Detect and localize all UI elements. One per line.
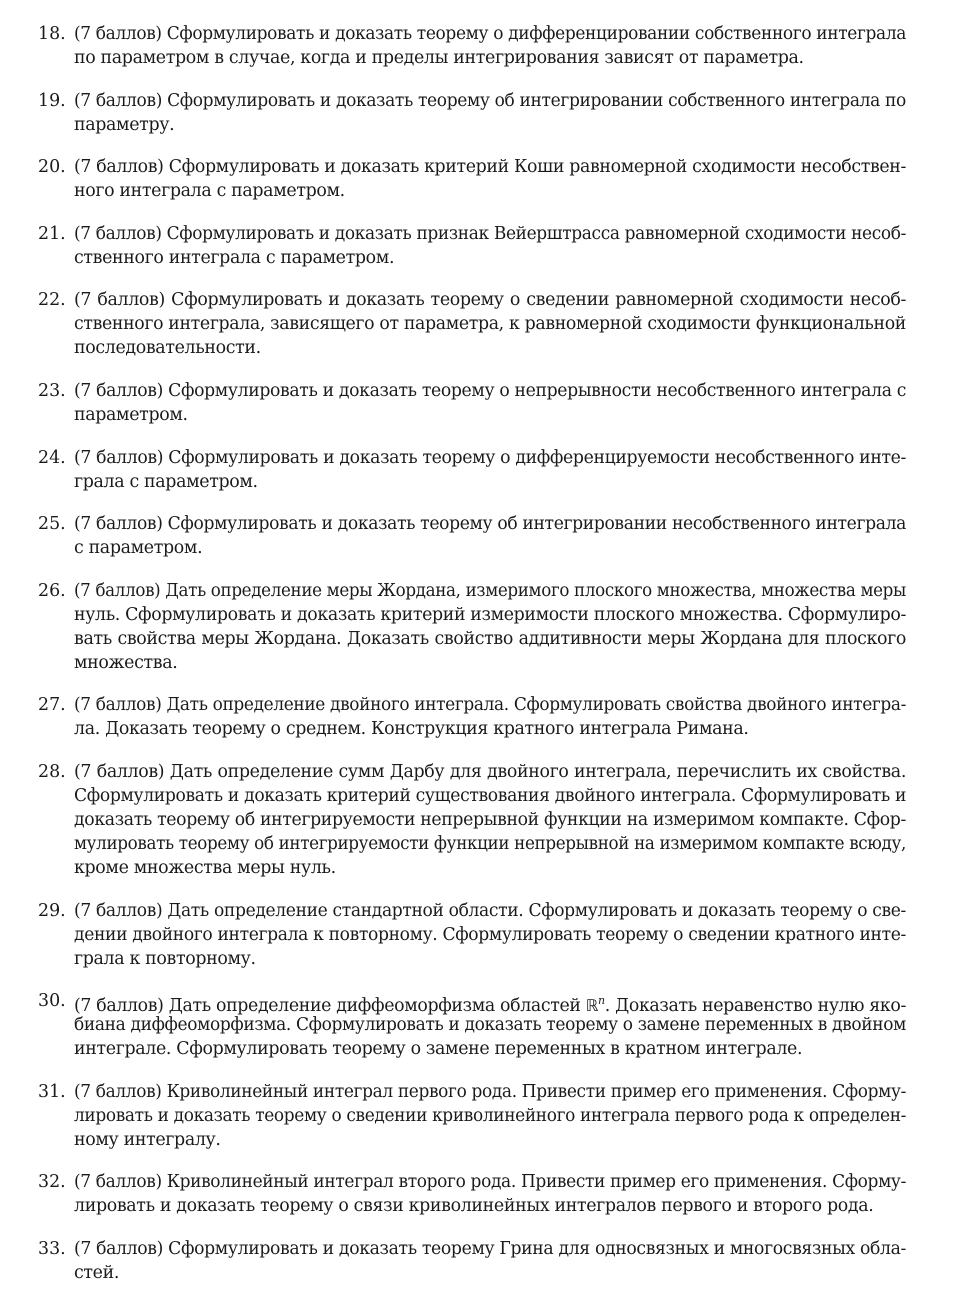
real-numbers-symbol: ℝ: [585, 996, 599, 1016]
question-text: [74, 222, 906, 270]
question-text: [74, 1170, 906, 1218]
question-text: [74, 288, 906, 360]
question-item-27: [0, 693, 956, 741]
question-line: (7 баллов) Дать определение сумм Дарбу для двойного интеграла, перечислить их свойства.: [74, 761, 906, 782]
question-line: [74, 989, 906, 1017]
question-text: [74, 379, 906, 427]
question-item-28: [0, 760, 956, 880]
question-line: (7 баллов) Сформулировать и доказать теорему о дифференцируемости несобственного инте-: [74, 447, 907, 468]
question-line: ному интегралу.: [74, 1129, 221, 1150]
question-list: [0, 22, 956, 1304]
question-line: ственного интеграла, зависящего от параметра, к равномерной сходимости функциональной: [74, 314, 906, 335]
question-line: кроме множества меры нуль.: [74, 857, 336, 878]
question-item-30: [0, 989, 956, 1061]
question-line: параметром.: [74, 404, 188, 425]
question-text: [74, 446, 906, 494]
question-line: (7 баллов) Сформулировать и доказать теорему об интегрировании собственного интеграла по: [74, 90, 906, 111]
question-item-31: [0, 1080, 956, 1152]
question-item-20: [0, 155, 956, 203]
question-line: биана диффеоморфизма. Сформулировать и доказать теорему о замене переменных в двойном: [74, 1015, 906, 1036]
question-number: 30.: [38, 991, 66, 1012]
question-line: (7 баллов) Криволинейный интеграл первого рода. Привести пример его применения. Сформу-: [74, 1081, 907, 1102]
question-line: (7 баллов) Сформулировать и доказать теорему о сведении равномерной сходимости несоб-: [74, 290, 906, 311]
question-line: стей.: [74, 1262, 120, 1283]
question-number: 25.: [38, 514, 66, 535]
question-line: грала с параметром.: [74, 471, 258, 492]
question-line: ла. Доказать теорему о среднем. Конструкция кратного интеграла Римана.: [74, 719, 749, 740]
question-number: 27.: [38, 695, 66, 716]
question-number: 21.: [38, 223, 66, 244]
question-line: доказать теорему об интегрируемости непрерывной функции на измеримом компакте. Сфор-: [74, 809, 907, 830]
question-text: [74, 1237, 906, 1285]
question-line: (7 баллов) Дать определение стандартной области. Сформулировать и доказать теорему о све-: [74, 900, 906, 921]
question-line: ного интеграла с параметром.: [74, 181, 345, 202]
dimension-superscript: n: [598, 994, 605, 1008]
question-number: 22.: [38, 290, 66, 311]
question-line: (7 баллов) Сформулировать и доказать теорему о дифференцировании собственного интеграла: [74, 24, 907, 44]
question-number: 19.: [38, 90, 66, 111]
question-line: интеграле. Сформулировать теорему о замене переменных в кратном интеграле.: [74, 1039, 803, 1060]
question-item-18: [0, 22, 956, 70]
question-line: (7 баллов) Дать определение двойного интеграла. Сформулировать свойства двойного интегра-: [74, 695, 907, 716]
question-item-33: [0, 1237, 956, 1285]
question-line: (7 баллов) Сформулировать и доказать критерий Коши равномерной сходимости несобствен-: [74, 157, 906, 178]
question-number: 29.: [38, 900, 66, 921]
question-number: 26.: [38, 580, 66, 601]
question-number: 33.: [38, 1238, 66, 1259]
question-item-22: [0, 288, 956, 360]
question-text: [74, 899, 906, 971]
question-number: 18.: [38, 24, 66, 44]
question-text: [74, 22, 906, 70]
question-text: [74, 155, 906, 203]
question-text: [74, 89, 906, 137]
question-item-24: [0, 446, 956, 494]
question-item-25: [0, 512, 956, 560]
question-line: (7 баллов) Криволинейный интеграл второго рода. Привести пример его применения. Сформу-: [74, 1172, 906, 1193]
question-line: ственного интеграла с параметром.: [74, 247, 395, 268]
question-line: (7 баллов) Сформулировать и доказать теорему о непрерывности несобственного интеграла с: [74, 380, 907, 401]
question-text: [74, 579, 906, 675]
question-text: [74, 989, 906, 1061]
question-line: нуль. Сформулировать и доказать критерий измеримости плоского множества. Сформулиро-: [74, 604, 906, 625]
question-line-part: (7 баллов) Дать определение диффеоморфизма областей: [74, 996, 586, 1017]
question-text: [74, 693, 906, 741]
question-line: последовательности.: [74, 338, 261, 359]
question-line: грала к повторному.: [74, 948, 256, 969]
question-line-part: . Доказать неравенство нулю яко-: [604, 996, 906, 1017]
question-number: 28.: [38, 761, 66, 782]
question-item-19: [0, 89, 956, 137]
question-line: Сформулировать и доказать критерий существования двойного интеграла. Сформулировать и: [74, 785, 907, 806]
question-number: 24.: [38, 447, 66, 468]
question-text: [74, 512, 906, 560]
question-item-29: [0, 899, 956, 971]
question-line: лировать и доказать теорему о связи криволинейных интегралов первого и второго рода.: [74, 1196, 874, 1217]
question-line: по параметром в случае, когда и пределы интегрирования зависят от параметра.: [74, 48, 804, 68]
question-line: мулировать теорему об интегрируемости функции непрерывной на измеримом компакте всюду,: [74, 833, 907, 854]
question-line: (7 баллов) Сформулировать и доказать теорему Грина для односвязных и многосвязных обла-: [74, 1238, 907, 1259]
question-line: вать свойства меры Жордана. Доказать свойство аддитивности меры Жордана для плоского: [74, 628, 907, 649]
question-text: [74, 760, 906, 880]
question-text: [74, 1080, 906, 1152]
question-line: (7 баллов) Дать определение меры Жордана, измеримого плоского множества, множества меры: [74, 580, 907, 601]
question-line: с параметром.: [74, 538, 203, 559]
question-number: 23.: [38, 380, 66, 401]
question-line: лировать и доказать теорему о сведении криволинейного интеграла первого рода к определен-: [74, 1105, 907, 1126]
question-number: 32.: [38, 1172, 66, 1193]
question-number: 31.: [38, 1081, 66, 1102]
question-line: (7 баллов) Сформулировать и доказать теорему об интегрировании несобственного интеграла: [74, 514, 907, 535]
question-item-23: [0, 379, 956, 427]
question-number: 20.: [38, 157, 66, 178]
question-item-21: [0, 222, 956, 270]
question-item-26: [0, 579, 956, 675]
question-line: множества.: [74, 652, 178, 673]
question-line: (7 баллов) Сформулировать и доказать признак Вейерштрасса равномерной сходимости несоб-: [74, 223, 907, 244]
question-line: дении двойного интеграла к повторному. Сформулировать теорему о сведении кратного инте-: [74, 924, 906, 945]
question-item-32: [0, 1170, 956, 1218]
question-line: параметру.: [74, 114, 175, 135]
